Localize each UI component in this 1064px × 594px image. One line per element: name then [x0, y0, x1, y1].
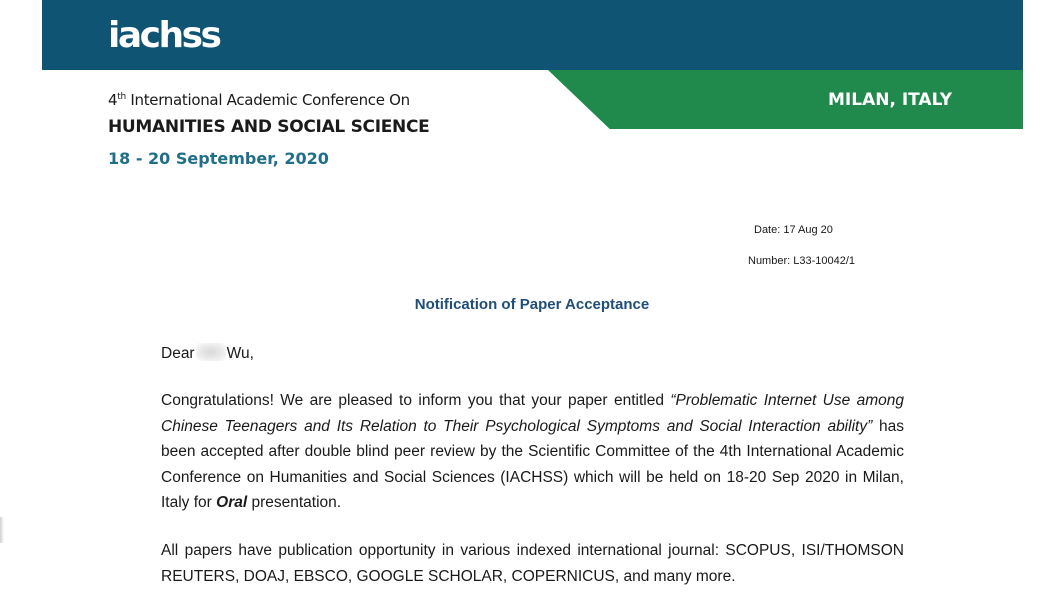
salutation: [161, 341, 904, 367]
conference-name-text: International Academic Conference On: [130, 91, 410, 109]
letter-number: Number: L33-10042/1: [748, 255, 856, 267]
salutation-name: Wu,: [226, 345, 254, 362]
publication-paragraph: All papers have publication opportunity in various indexed international journal: SCOPUS, ISI/THOMSON REUTERS, DOAJ, EBSCO, GOOGLE SCHOLAR, COPERNICUS, and many more.: [161, 542, 904, 585]
redacted-name: [196, 343, 226, 361]
letter-date: Date: 17 Aug 20: [754, 224, 833, 236]
para1-middle: has been accepted after double blind peer review by the Scientific Committee of the 4th International Academic Conference on Humanities and Social Sciences (IACHSS) which will be held on 18-20 Sep 2020 in Milan, Italy for: [161, 417, 904, 511]
conference-ordinal: 4: [108, 91, 118, 109]
conference-name-line1: [108, 90, 410, 110]
salutation-prefix: Dear: [161, 345, 195, 362]
iachss-logo: iachss: [108, 15, 220, 56]
para1-end: presentation.: [247, 494, 342, 511]
conference-name-line2: HUMANITIES AND SOCIAL SCIENCE: [108, 117, 430, 137]
page-edge-shadow: [0, 517, 4, 543]
conference-dates: 18 - 20 September, 2020: [108, 149, 329, 168]
para1-intro: Congratulations! We are pleased to inform you that your paper entitled: [161, 392, 671, 409]
acceptance-paragraph: [161, 388, 904, 516]
paper-title: “Problematic Internet Use among Chinese Teenagers and Its Relation to Their Psychological Symptoms and Social Interaction ability”: [161, 392, 905, 435]
conference-ordinal-suffix: th: [117, 92, 126, 102]
presentation-type: Oral: [216, 494, 248, 511]
letter-title: Notification of Paper Acceptance: [414, 296, 650, 313]
conference-location: MILAN, ITALY: [828, 90, 953, 110]
